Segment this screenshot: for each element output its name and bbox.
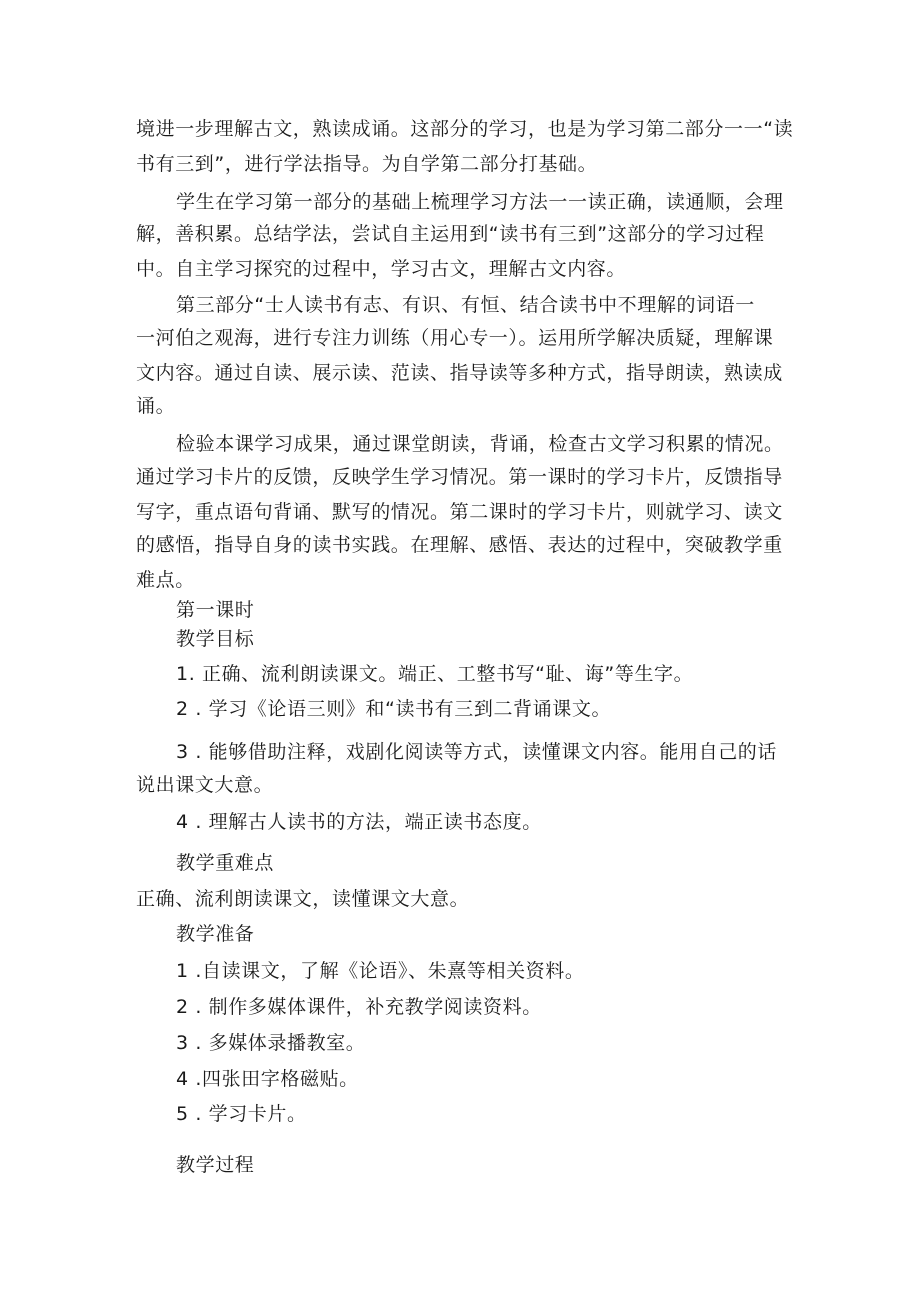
paragraph-3-line-1: 第三部分“士人读书有志、有识、有恒、结合读书中不理解的词语一 — [176, 294, 755, 316]
paragraph-3-line-4: 诵。 — [136, 395, 176, 417]
paragraph-4-line-2: 通过学习卡片的反馈，反映学生学习情况。第一课时的学习卡片，反馈指导 — [136, 466, 783, 488]
goal-item-2: 2 . 学习《论语三则》和“读书有三到二背诵课文。 — [176, 698, 612, 720]
paragraph-2-line-3: 中。自主学习探究的过程中，学习古文，理解古文内容。 — [136, 258, 627, 280]
key-points-heading: 教学重难点 — [176, 852, 275, 874]
key-points-text: 正确、流利朗读课文，读懂课文大意。 — [136, 888, 470, 910]
paragraph-4-line-4: 的感悟，指导自身的读书实践。在理解、感悟、表达的过程中，突破教学重 — [136, 534, 783, 556]
goal-item-1: 1. 正确、流利朗读课文。端正、工整书写“耻、诲”等生字。 — [176, 663, 694, 685]
goal-item-3-line-2: 说出课文大意。 — [136, 774, 274, 796]
prep-item-5: 5 . 学习卡片。 — [176, 1103, 307, 1125]
preparation-heading: 教学准备 — [176, 923, 255, 945]
goal-item-4: 4 . 理解古人读书的方法，端正读书态度。 — [176, 811, 542, 833]
paragraph-1-line-1: 境进一步理解古文，熟读成诵。这部分的学习，也是为学习第二部分一一“读 — [136, 118, 794, 140]
goal-item-3-line-1: 3 . 能够借助注释，戏剧化阅读等方式，读懂课文内容。能用自己的话 — [176, 741, 778, 763]
paragraph-4-line-1: 检验本课学习成果，通过课堂朗读，背诵，检查古文学习积累的情况。 — [176, 433, 784, 455]
prep-item-1: 1 .自读课文，了解《论语》、朱熹等相关资料。 — [176, 960, 585, 982]
paragraph-4-line-5: 难点。 — [136, 569, 195, 591]
prep-item-3: 3 . 多媒体录播教室。 — [176, 1032, 366, 1054]
paragraph-2-line-1: 学生在学习第一部分的基础上梳理学习方法一一读正确，读通顺，会理 — [176, 191, 784, 213]
process-heading: 教学过程 — [176, 1154, 255, 1176]
prep-item-2: 2 . 制作多媒体课件，补充教学阅读资料。 — [176, 996, 542, 1018]
paragraph-3-line-3: 文内容。通过自读、展示读、范读、指导读等多种方式，指导朗读，熟读成 — [136, 362, 783, 384]
prep-item-4: 4 .四张田字格磁贴。 — [176, 1068, 359, 1090]
paragraph-4-line-3: 写字，重点语句背诵、默写的情况。第二课时的学习卡片，则就学习、读文 — [136, 501, 783, 523]
lesson-title: 第一课时 — [176, 599, 255, 621]
paragraph-2-line-2: 解，善积累。总结学法，尝试自主运用到“读书有三到”这部分的学习过程 — [136, 223, 765, 245]
goals-heading: 教学目标 — [176, 628, 255, 650]
paragraph-3-line-2: 一河伯之观海，进行专注力训练（用心专一）。运用所学解决质疑，理解课 — [136, 327, 774, 349]
paragraph-1-line-2: 书有三到”，进行学法指导。为自学第二部分打基础。 — [136, 153, 598, 175]
